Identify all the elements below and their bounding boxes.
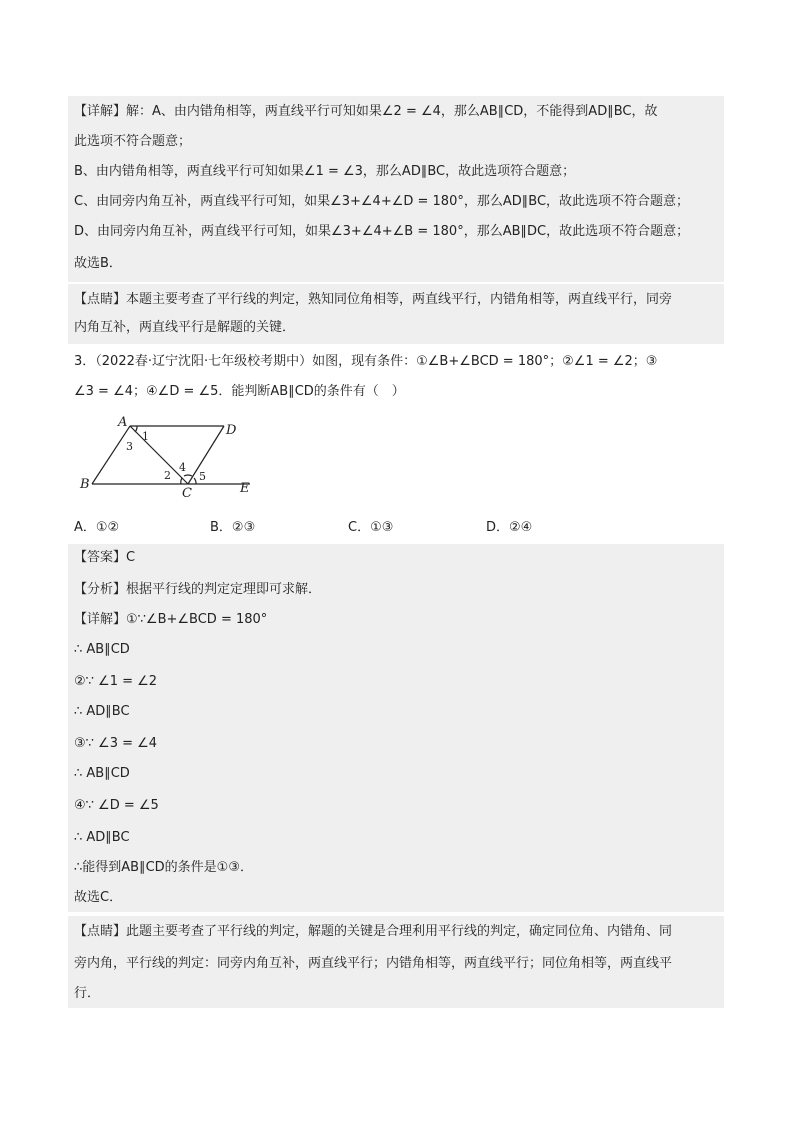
comment2-line-1: 【点睛】此题主要考查了平行线的判定，解题的关键是合理利用平行线的判定，确定同位角、内错角、同 [74,924,673,939]
segment-ab [92,426,130,484]
parallelogram-figure [78,412,278,502]
label-angle-5: 5 [199,470,206,483]
answer-line-5: ②∵ ∠1 = ∠2 [74,674,158,689]
answer-line-3: 【详解】①∵∠B+∠BCD = 180° [74,612,268,627]
comment-block-2 [68,916,724,1008]
label-e: E [240,481,250,496]
detail-line-6: 故选B． [74,256,122,271]
question-line-1: 3．（2022春·辽宁沈阳·七年级校考期中）如图，现有条件：①∠B+∠BCD = 180°；②∠1 = ∠2；③ [74,354,658,369]
angle-arc-1 [135,426,137,432]
answer-block [68,544,724,912]
option-a: A．①② [74,520,120,535]
label-c: C [182,486,192,501]
option-b: B．②③ [210,520,256,535]
answer-line-10: ∴ AD∥BC [74,830,130,845]
question-line-2: ∠3 = ∠4；④∠D = ∠5．能判断AB∥CD的条件有（ ） [74,384,405,399]
label-angle-3: 3 [126,440,133,453]
answer-line-9: ④∵ ∠D = ∠5 [74,798,159,813]
detail-line-1: 【详解】解：A、由内错角相等，两直线平行可知如果∠2 = ∠4，那么AB∥CD，不能得到AD∥BC，故 [74,104,658,119]
answer-line-7: ③∵ ∠3 = ∠4 [74,736,158,751]
label-angle-4: 4 [179,461,186,474]
label-b: B [80,477,90,492]
detail-line-3: B、由内错角相等，两直线平行可知如果∠1 = ∠3，那么AD∥BC，故此选项符合题意； [74,164,576,179]
comment-block-1 [68,284,724,344]
answer-line-1: 【答案】C [74,550,136,565]
detail-block [68,96,724,282]
answer-line-8: ∴ AB∥CD [74,766,130,781]
answer-line-6: ∴ AD∥BC [74,704,130,719]
answer-line-12: 故选C． [74,890,123,905]
option-c: C．①③ [348,520,394,535]
segment-ac [130,426,188,484]
answer-line-2: 【分析】根据平行线的判定定理即可求解． [74,582,322,597]
label-a: A [118,415,128,430]
detail-line-5: D、由同旁内角互补，两直线平行可知，如果∠3+∠4+∠B = 180°，那么AB∥DC，故此选项不符合题意； [74,224,690,239]
segment-dc [188,426,224,484]
detail-line-2: 此选项不符合题意； [74,134,192,149]
answer-line-4: ∴ AB∥CD [74,642,130,657]
angle-arc-5 [194,478,196,484]
comment2-line-2: 旁内角，平行线的判定：同旁内角互补，两直线平行；内错角相等，两直线平行；同位角相等，两直线平 [74,956,673,971]
comment1-line-2: 内角互补，两直线平行是解题的关键． [74,320,296,335]
comment1-line-1: 【点睛】本题主要考查了平行线的判定，熟知同位角相等，两直线平行，内错角相等，两直线平行，同旁 [74,292,673,307]
label-angle-2: 2 [164,469,171,482]
label-angle-1: 1 [142,430,149,443]
answer-line-11: ∴能得到AB∥CD的条件是①③． [74,860,253,875]
angle-arc-2 [181,478,182,484]
label-d: D [226,423,237,438]
option-d: D．②④ [486,520,533,535]
angle-arc-4 [184,475,192,476]
comment2-line-3: 行． [74,986,101,1001]
detail-line-4: C、由同旁内角互补，两直线平行可知，如果∠3+∠4+∠D = 180°，那么AD∥BC，故此选项不符合题意； [74,194,690,209]
